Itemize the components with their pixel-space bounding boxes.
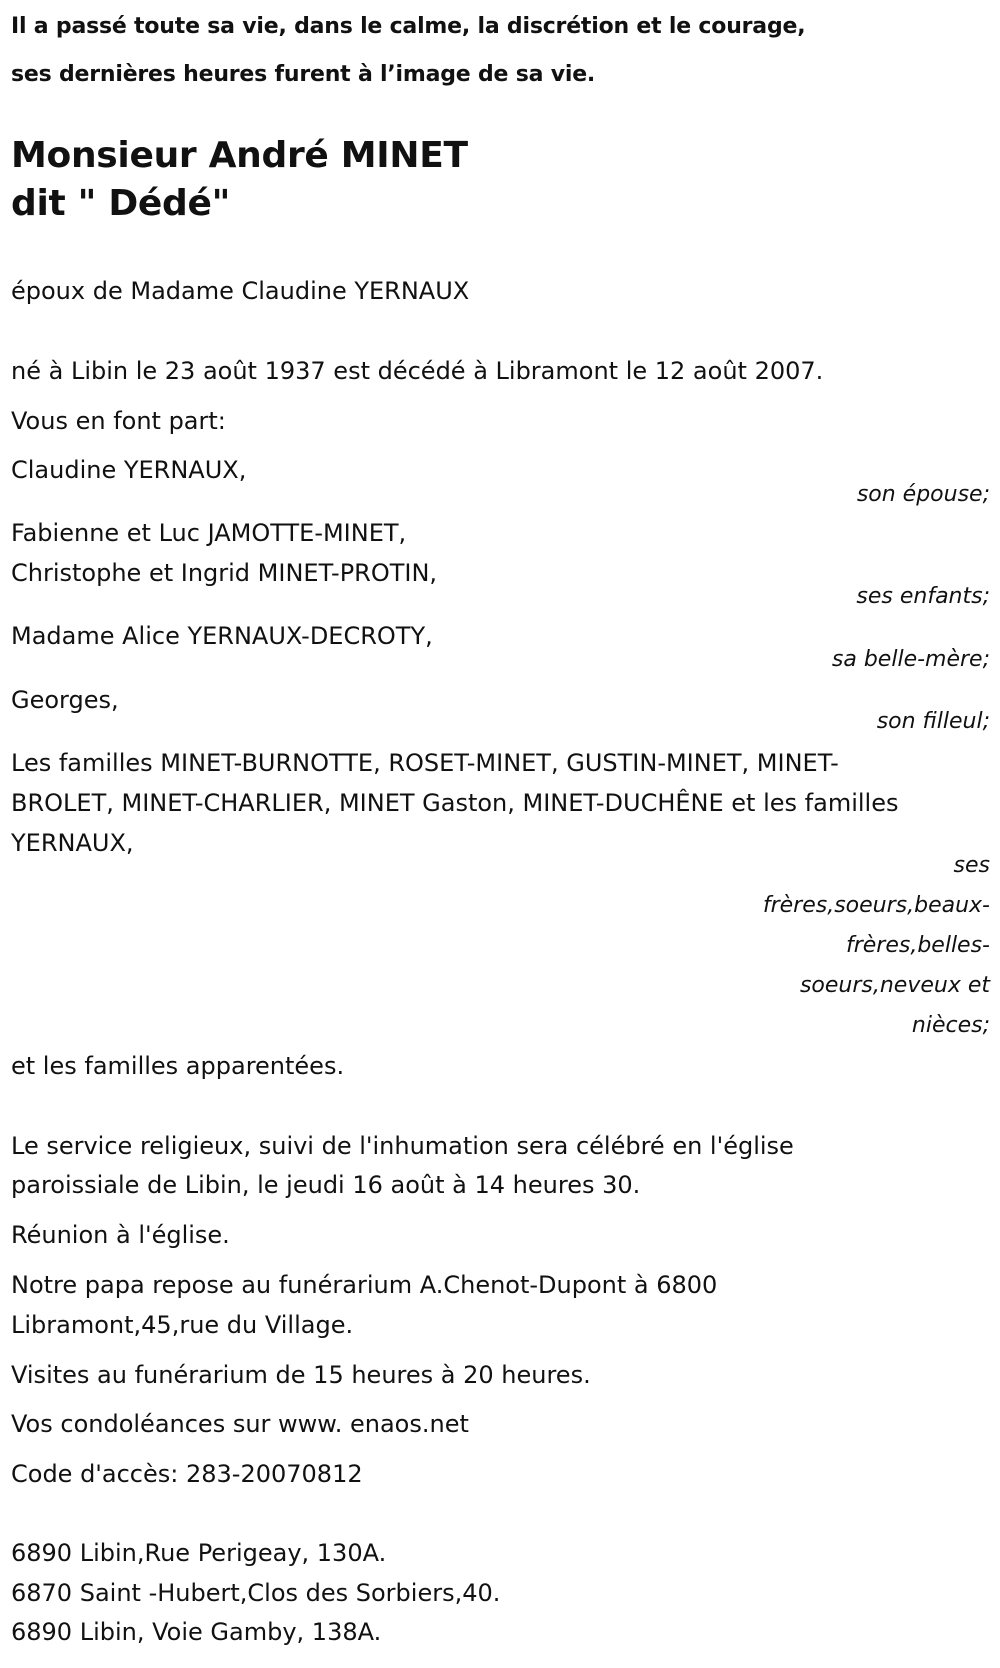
family-name: Georges, [11,686,119,714]
announce-line: Vous en font part: [11,407,226,435]
family-relation: son filleul; [876,709,990,734]
visits-line: Visites au funérarium de 15 heures à 20 heures. [11,1361,591,1389]
family-name: Fabienne et Luc JAMOTTE-MINET, [11,519,407,547]
family-relation: soeurs,neveux et [799,973,990,998]
funeral-home-line-2: Libramont,45,rue du Village. [11,1311,354,1339]
deceased-nickname: dit " Dédé" [11,183,231,224]
meeting-line: Réunion à l'église. [11,1221,230,1249]
address-line: 6890 Libin,Rue Perigeay, 130A. [11,1539,387,1567]
intro-line-2: ses dernières heures furent à l’image de sa vie. [11,62,596,87]
family-name: BROLET, MINET-CHARLIER, MINET Gaston, MINET-DUCHÊNE et les familles [11,789,899,817]
family-relation: ses enfants; [856,584,990,609]
service-line-1: Le service religieux, suivi de l'inhumation sera célébré en l'église [11,1132,794,1160]
family-name: Christophe et Ingrid MINET-PROTIN, [11,559,438,587]
funeral-home-line-1: Notre papa repose au funérarium A.Chenot-Dupont à 6800 [11,1271,718,1299]
address-line: 6870 Saint -Hubert,Clos des Sorbiers,40. [11,1579,501,1607]
family-closing: et les familles apparentées. [11,1052,345,1080]
condolences-line: Vos condoléances sur www. enaos.net [11,1410,469,1438]
family-relation: son épouse; [856,482,990,507]
family-name: YERNAUX, [11,829,134,857]
family-name: Les familles MINET-BURNOTTE, ROSET-MINET, GUSTIN-MINET, MINET- [11,749,839,777]
birth-death-line: né à Libin le 23 août 1937 est décédé à Libramont le 12 août 2007. [11,357,824,385]
family-name: Claudine YERNAUX, [11,456,247,484]
address-line: 6890 Libin, Voie Gamby, 138A. [11,1618,382,1646]
family-relation: nièces; [911,1013,990,1038]
deceased-name: Monsieur André MINET [11,135,468,176]
family-relation: frères,soeurs,beaux- [762,893,990,918]
service-line-2: paroissiale de Libin, le jeudi 16 août à 14 heures 30. [11,1171,641,1199]
family-relation: frères,belles- [845,933,990,958]
intro-line-1: Il a passé toute sa vie, dans le calme, la discrétion et le courage, [11,14,806,39]
family-relation: ses [953,853,990,878]
family-name: Madame Alice YERNAUX-DECROTY, [11,622,433,650]
access-code-line: Code d'accès: 283-20070812 [11,1460,363,1488]
family-relation: sa belle-mère; [831,647,990,672]
spouse-line: époux de Madame Claudine YERNAUX [11,277,470,305]
